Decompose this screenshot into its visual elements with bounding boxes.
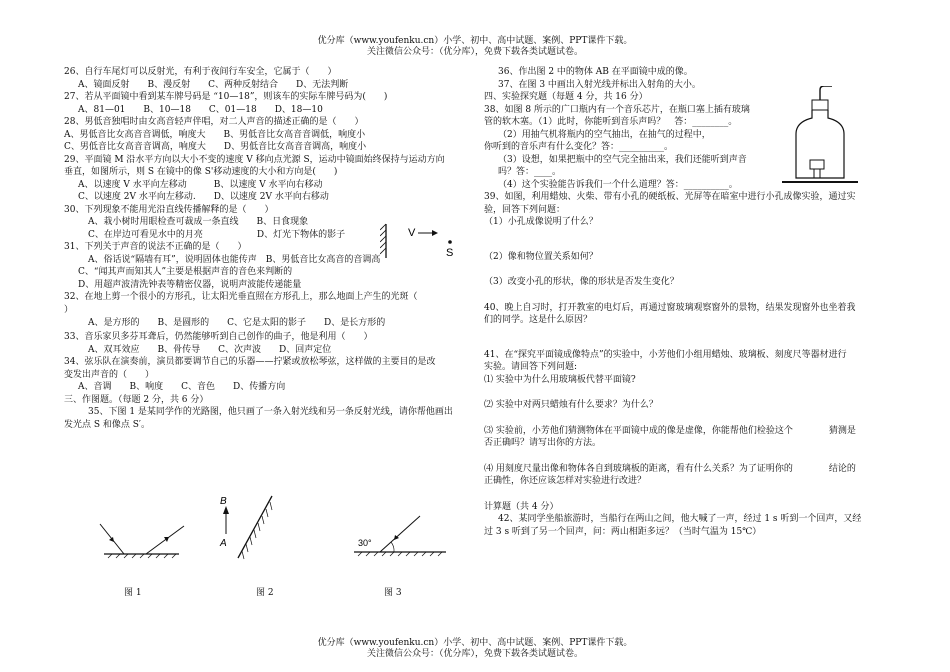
q39-question-3: （3）改变小孔的形状，像的形状是否发生变化？ xyxy=(484,277,679,287)
figure-1 xyxy=(84,516,194,566)
q30-options-cd: C、在岸边可看见水中的月亮 D、灯光下物体的影子 xyxy=(88,229,346,240)
footer-line-2: 关注微信公众号：（优分库），免费下载各类试题试卷。 xyxy=(366,649,583,659)
q35-stem-2: 发光点 S 和像点 S′。 xyxy=(64,419,150,430)
q34-stem-1: 34、弦乐队在演奏前，演员都要调节自己的乐器——拧紧或放松琴弦，这样做的主要目的是改 xyxy=(64,357,436,367)
fig3-angle-arc xyxy=(391,542,394,552)
q41-question-1: ⑴ 实验中为什么用玻璃板代替平面镜? xyxy=(484,374,636,385)
q41-stem-1: 41、在“探究平面镜成像特点”的实验中，小芳他们小组用蜡烛、玻璃板、刻度尺等器材进行 xyxy=(484,349,847,360)
q40-stem-2: 们的同学。这是什么原因？ xyxy=(484,315,593,325)
q26-stem: 26、自行车尾灯可以反射光，有利于夜间行车安全，它属于（ ） xyxy=(64,67,337,77)
header-line-1: 优分库（www.youfenku.cn）小学、初中、高中试题、案例、PPT课件下载。 xyxy=(317,36,633,46)
q41-question-3a: ⑶ 实验前，小芳他们猜测物体在平面镜中成的像是虚像，你能帮他们检验这个 猜测是 xyxy=(484,425,856,436)
q32-stem-2: ） xyxy=(64,304,74,315)
fig2-label-b: B xyxy=(220,496,227,507)
q29-stem-1: 29、平面镜 M 沿水平方向以大小不变的速度 V 移向点光源 S，运动中镜面始终保持与运动方向 xyxy=(64,154,445,165)
figure-2-caption: 图 2 xyxy=(256,588,274,598)
section-4-title: 四、实验探究题（每题 4 分，共 16 分） xyxy=(484,92,648,102)
q31-option-c: C、“闻其声而知其人”主要是根据声音的音色来判断的 xyxy=(78,267,293,277)
q36-stem: 36、作出图 2 中的物体 AB 在平面镜中成的像。 xyxy=(498,67,693,77)
fig2-arrowhead xyxy=(223,506,229,514)
q31-option-d: D、用超声波清洗钟表等精密仪器，说明声波能传递能量 xyxy=(78,279,302,290)
fig2-label-a: A xyxy=(220,538,227,549)
cork-stopper xyxy=(812,100,828,110)
q28-options-ab: A、男低音比女高音音调低，响度大 B、男低音比女高音音调低，响度小 xyxy=(64,129,366,140)
q35-stem-1: 35、下图 1 是某同学作的光路图，他只画了一条入射光线和另一条反射光线，请你帮他画出 xyxy=(88,407,453,417)
page-footer xyxy=(0,638,950,660)
figure-1-caption: 图 1 xyxy=(124,588,142,598)
q32-stem-1: 32、在地上剪一个很小的方形孔，让太阳光垂直照在方形孔上，那么地面上产生的光斑（ xyxy=(64,292,418,302)
q41-question-3b: 否正确吗？请写出你的方法。 xyxy=(484,438,602,448)
q31-stem: 31、下列关于声音的说法不正确的是（ ） xyxy=(64,242,247,252)
q39-stem-1: 39、如图，利用蜡烛、火柴、带有小孔的硬纸板、光屏等在暗室中进行小孔成像实验，通过实 xyxy=(484,192,856,202)
fig3-reflected-ray xyxy=(380,516,420,552)
header-line-2: 关注微信公众号：（优分库），免费下载各类试题试卷。 xyxy=(366,47,583,57)
q33-stem: 33、音乐家贝多芬耳聋后，仍然能够听到自己创作的曲子，他是利用（ ） xyxy=(64,332,373,342)
point-source-label: S xyxy=(446,247,454,259)
velocity-arrowhead xyxy=(432,230,438,236)
q28-options-cd: C、男低音比女高音音调高，响度大 D、男低音比女高音音调高，响度小 xyxy=(64,142,367,152)
q34-options: A、音调 B、响度 C、音色 D、传播方向 xyxy=(78,382,286,392)
q32-options: A、是方形的 B、是圆形的 C、它是太阳的影子 D、是长方形的 xyxy=(88,318,386,328)
q29-figure xyxy=(380,222,460,260)
q41-question-4a: ⑷ 用刻度尺量出像和物体各自到玻璃板的距离，看有什么关系？为了证明你的 结论的 xyxy=(484,463,856,474)
fig1-reflected-arrowhead xyxy=(164,537,169,542)
figure-3 xyxy=(350,508,450,564)
music-chip xyxy=(810,160,824,169)
figure-3-caption: 图 3 xyxy=(384,588,402,598)
fig2-mirror-hatching xyxy=(242,502,272,559)
q27-stem: 27、若从平面镜中看到某车牌号码是 “10—18”，则该车的实际车牌号码为( ) xyxy=(64,92,388,102)
figure-2 xyxy=(212,490,282,568)
section-5-title: 计算题（共 4 分） xyxy=(484,501,559,512)
q30-options-ab: A、栽小树时用眼检查可裁成一条直线 B、日食现象 xyxy=(88,217,309,227)
mirror-hatching xyxy=(380,224,386,254)
velocity-label: V xyxy=(408,227,416,239)
q37-stem: 37、在图 3 中画出入射光线并标出入射角的大小。 xyxy=(498,79,701,90)
q41-stem-2: 实验。请回答下列问题: xyxy=(484,362,578,372)
q29-stem-2: 垂直，如图所示，则 S 在镜中的像 S'移动速度的大小和方向是( ) xyxy=(64,167,338,177)
q33-options: A、双耳效应 B、骨传导 C、次声波 D、回声定位 xyxy=(88,344,332,355)
q38-part-4: （4）这个实验能告诉我们一个什么道理？答：__________。 xyxy=(498,179,738,190)
q39-question-2: （2）像和物位置关系如何？ xyxy=(484,251,598,262)
q29-options-ab: A、以速度 V 水平向左移动 B、以速度 V 水平向右移动 xyxy=(78,179,323,190)
q26-options: A、镜面反射 B、漫反射 C、两种反射结合 D、无法判断 xyxy=(78,79,349,90)
q41-question-4b: 正确性，你还应该怎样对实验进行改进？ xyxy=(484,476,647,486)
point-source-dot xyxy=(448,240,452,244)
fig3-angle-label: 30° xyxy=(358,538,372,548)
q42-stem-2: 过 3 s 听到了另一个回声，问：两山相距多远？（当时气温为 15℃） xyxy=(484,526,762,537)
q38-part-3b: 吗？答：____。 xyxy=(498,167,562,177)
q41-question-2: ⑵ 实验中对两只蜡烛有什么要求？为什么？ xyxy=(484,400,658,410)
q34-stem-2: 变发出声音的（ ） xyxy=(64,369,155,380)
q38-stem-2: 管的软木塞。（1）此时，你能听到音乐声吗？ 答：________。 xyxy=(484,117,738,127)
q38-part-2b: 你听到的音乐声有什么变化？答：__________。 xyxy=(484,142,674,152)
q38-stem-1: 38、如图 8 所示的广口瓶内有一个音乐芯片，在瓶口塞上插有玻璃 xyxy=(484,104,750,115)
q27-options: A、81—01 B、10—18 C、01—18 D、18—10 xyxy=(78,104,323,115)
q31-option-ab: A、俗话说“隔墙有耳”，说明固体也能传声 B、男低音比女高音的音调高 xyxy=(88,254,381,265)
fig1-reflected-ray xyxy=(146,526,184,554)
q28-stem: 28、男低音独唱时由女高音轻声伴唱，对二人声音的描述正确的是（ ） xyxy=(64,117,364,127)
q39-question-1: （1）小孔成像说明了什么？ xyxy=(484,217,598,227)
q38-part-2a: （2）用抽气机将瓶内的空气抽出，在抽气的过程中， xyxy=(498,129,711,140)
q39-stem-2: 验，回答下列问题： xyxy=(484,204,566,215)
page-header xyxy=(0,36,950,58)
q30-stem: 30、下列现象不能用光沿直线传播解释的是（ ） xyxy=(64,204,274,215)
q38-part-3a: （3）设想，如果把瓶中的空气完全抽出来，我们还能听到声音 xyxy=(498,154,747,165)
fig2-mirror xyxy=(238,496,272,558)
footer-line-1: 优分库（www.youfenku.cn）小学、初中、高中试题、案例、PPT课件下载。 xyxy=(317,638,633,648)
q40-stem-1: 40、晚上自习时，打开教室的电灯后，再通过窗玻璃观察窗外的景物，结果发现窗外也坐着我 xyxy=(484,302,856,313)
q38-bottle-figure xyxy=(780,86,860,190)
q42-stem-1: 42、某同学坐船旅游时，当船行在两山之间，他大喊了一声，经过 1 s 听到一个回声，又经 xyxy=(498,514,862,524)
section-3-title: 三、作图题。（每题 2 分，共 6 分） xyxy=(64,394,209,405)
glass-tube-bend xyxy=(820,86,832,90)
q29-options-cd: C、以速度 2V 水平向左移动. D、以速度 2V 水平向右移动 xyxy=(78,192,329,202)
